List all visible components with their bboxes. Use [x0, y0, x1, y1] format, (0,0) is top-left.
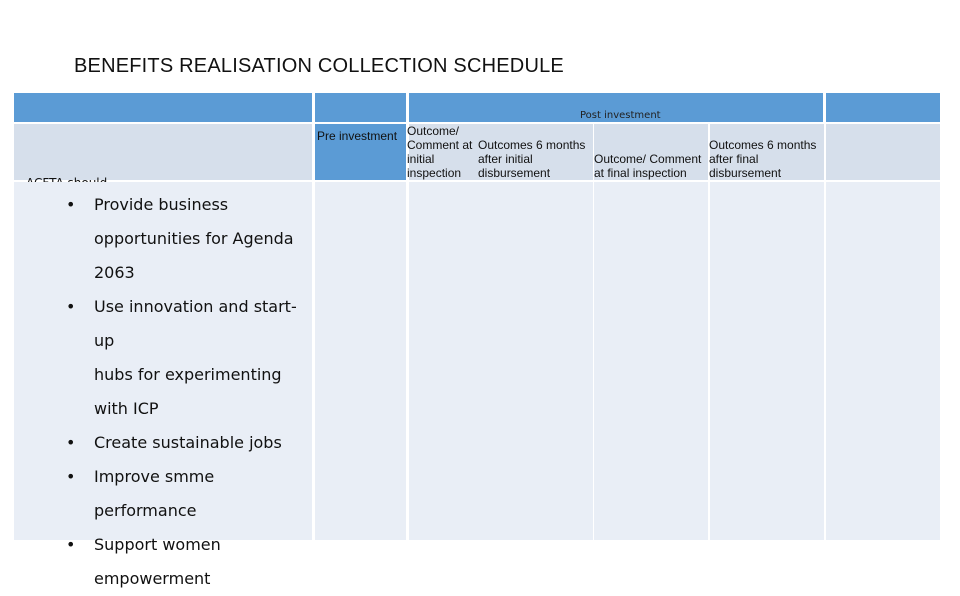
post-investment-label: Post investment [580, 110, 661, 121]
body-cell-col-5 [826, 182, 940, 540]
column-header-initial-outcomes [478, 138, 585, 180]
list-item [14, 528, 312, 596]
column-header-line: initial [407, 152, 435, 166]
column-header-line: Outcome/ Comment [594, 152, 702, 166]
list-item-line: Provide business [94, 195, 229, 214]
list-item-line: hubs for experimenting [94, 365, 282, 384]
column-header-line: Comment at [407, 138, 473, 152]
bullet-marker: • [66, 195, 76, 214]
pre-investment-cell [315, 124, 406, 180]
column-header-line: after initial [478, 152, 533, 166]
list-item [14, 290, 312, 426]
body-cell-col-4 [710, 182, 824, 540]
bullet-marker: • [66, 535, 76, 554]
list-item-line: Create sustainable jobs [94, 433, 282, 452]
pre-investment-label: Pre investment [317, 129, 398, 143]
body-cell-col-3 [594, 182, 708, 540]
header-cell-pre [315, 93, 406, 122]
body-cell-col-2 [479, 182, 593, 540]
column-header-line: at final inspection [594, 166, 687, 180]
list-item-line: opportunities for Agenda [94, 229, 294, 248]
bullet-marker: • [66, 297, 76, 316]
column-header-line: Outcomes 6 months [478, 138, 586, 152]
column-header-initial-comment [407, 124, 472, 180]
column-header-final-outcomes [709, 138, 816, 180]
list-item [14, 460, 312, 528]
page-title: BENEFITS REALISATION COLLECTION SCHEDULE [74, 55, 564, 77]
list-item-line: Improve smme [94, 467, 215, 486]
header-cell-last [826, 93, 940, 122]
list-item [14, 188, 312, 290]
column-header-line: Outcomes 6 months [709, 138, 817, 152]
list-item-line: empowerment [94, 569, 211, 588]
list-item-line: with ICP [94, 399, 159, 418]
column-header-line: inspection [407, 166, 462, 180]
subheader-acfta-cell [14, 124, 312, 180]
subheader-col-5 [826, 124, 940, 180]
list-item-line: performance [94, 501, 197, 520]
bullet-marker: • [66, 467, 76, 486]
column-header-line: disbursement [478, 166, 551, 180]
header-cell-post [409, 93, 823, 122]
body-cell-pre [315, 182, 406, 540]
column-header-line: Outcome/ [407, 124, 460, 138]
column-header-final-comment [594, 152, 701, 180]
benefits-schedule-table [14, 93, 940, 588]
list-item-line: Support women [94, 535, 221, 554]
column-header-line: after final [709, 152, 759, 166]
objective-list [14, 188, 312, 596]
column-header-line: disbursement [709, 166, 782, 180]
body-cell-col-1 [409, 182, 479, 540]
list-item [14, 426, 312, 460]
bullet-marker: • [66, 433, 76, 452]
body-cell-objectives [14, 182, 312, 588]
list-item-line: Use innovation and start-up [94, 297, 297, 350]
list-item-line: 2063 [94, 263, 135, 282]
header-cell-1 [14, 93, 312, 122]
